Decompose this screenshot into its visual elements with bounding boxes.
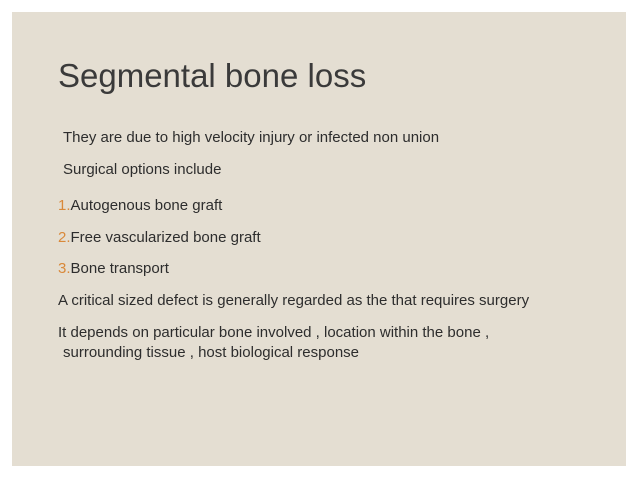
option-item [58, 260, 169, 278]
option-text: Bone transport [70, 260, 169, 277]
slide [12, 12, 626, 466]
option-number: 2. [58, 229, 71, 246]
bullet-line: They are due to high velocity injury or infected non union [63, 129, 440, 146]
paragraph-line: It depends on particular bone involved , location within the bone , [58, 324, 490, 341]
option-item [58, 197, 222, 215]
paragraph-line: surrounding tissue , host biological response [63, 344, 360, 361]
option-item [58, 229, 261, 247]
paragraph-line: A critical sized defect is generally regarded as the that requires surgery [58, 292, 530, 309]
slide-title: Segmental bone loss [58, 57, 367, 94]
option-number: 1. [58, 197, 71, 214]
option-number: 3. [58, 260, 71, 277]
bullet-line: Surgical options include [63, 161, 222, 178]
option-text: Free vascularized bone graft [70, 229, 261, 246]
option-text: Autogenous bone graft [70, 197, 223, 214]
